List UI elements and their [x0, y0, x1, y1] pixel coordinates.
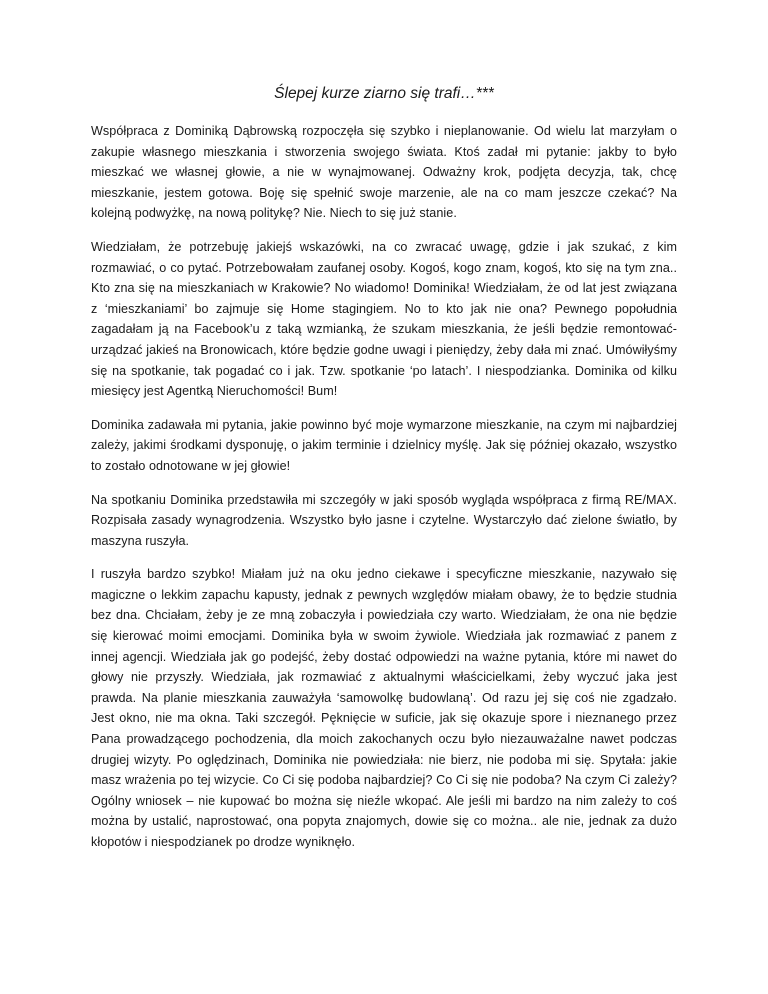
document-title: Ślepej kurze ziarno się trafi…*** — [274, 85, 494, 102]
paragraph-1: Współpraca z Dominiką Dąbrowską rozpoczęła się szybko i nieplanowanie. Od wielu lat marzyłam o zakupie własnego mieszkania i stworzenia swojego świata. Ktoś zadał mi pytanie: jakby to było mieszkać we własnej głowie, a nie w wynajmowanej. Odważny krok, podjęta decyzja, tak, chcę mieszkanie, jestem gotowa. Boję się spełnić swoje marzenie, ale na co mam jeszcze czekać? Na kolejną podwyżkę, na nową politykę? Nie. Niech to się już stanie. — [91, 124, 677, 221]
paragraph-4: Na spotkaniu Dominika przedstawiła mi szczegóły w jaki sposób wygląda współpraca z firmą RE/MAX. Rozpisała zasady wynagrodzenia. Wszystko było jasne i czytelne. Wystarczyło dać zielone światło, by maszyna ruszyła. — [91, 492, 677, 548]
paragraph-2: Wiedziałam, że potrzebuję jakiejś wskazówki, na co zwracać uwagę, gdzie i jak szukać, z kim rozmawiać, o co pytać. Potrzebowałam zaufanej osoby. Kogoś, kogo znam, kogoś, kto się na tym zna.. Kto zna się na mieszkaniach w Krakowie? No wiadomo! Dominika! Wiedziałam, że od lat jest związana z ‘mieszkaniami’ bo zajmuje się Home stagingiem. No to kto jak nie ona? Pewnego popołudnia zagadałam ją na Facebook’u z taką wzmianką, że szukam mieszkania, że jeśli będzie remontować-urządzać jakieś na Bronowicach, które będzie godne uwagi i pieniędzy, żeby dała mi znać. Umówiłyśmy się na spotkanie, tak pogadać co i jak. Tzw. spotkanie ‘po latach’. I niespodzianka. Dominika od kilku miesięcy jest Agentką Nieruchomości! Bum! — [91, 239, 677, 399]
paragraph-5: I ruszyła bardzo szybko! Miałam już na oku jedno ciekawe i specyficzne mieszkanie, nazywało się magiczne o lekkim zapachu kapusty, jednak z pewnych względów miałam obawy, że to będzie studnia bez dna. Chciałam, żeby je ze mną zobaczyła i powiedziała czy warto. Wiedziałam, że ona nie będzie się kierować moimi emocjami. Dominika była w swoim żywiole. Wiedziała jak rozmawiać z panem z innej agencji. Wiedziała jak go podejść, żeby dostać odpowiedzi na ważne pytania, które mi nawet do głowy nie przyszły. Wiedziała, jak rozmawiać z aktualnymi właścicielkami, żeby wyczuć jaka jest prawda. Na planie mieszkania zauważyła ‘samowolkę budowlaną’. Od razu jej się coś nie zgadzało. Jest okno, nie ma okna. Taki szczegół. Pęknięcie w suficie, jak się okazuje spore i nieznanego przez Pana prowadzącego pochodzenia, dla moich zakochanych oczu było niezauważalne nawet podczas drugiej wizyty. Po oględzinach, Dominika nie powiedziała: nie bierz, nie podoba mi się. Spytała: jakie masz wrażenia po tej wizycie. Co Ci się podoba najbardziej? Co Ci się nie podoba? Na czym Ci zależy? Ogólny wniosek – nie kupować bo można się nieźle wkopać. Ale jeśli mi bardzo na nim zależy to coś można by ustalić, naprostować, ona popyta znajomych, dowie się co można.. ale nie, jednak za dużo kłopotów i niespodzianek po drodze wyniknęło. — [91, 567, 677, 849]
paragraph-3: Dominika zadawała mi pytania, jakie powinno być moje wymarzone mieszkanie, na czym mi najbardziej zależy, jakimi środkami dysponuję, o jakim terminie i dzielnicy myślę. Jak się później okazało, wszystko to zostało odnotowane w jej głowie! — [91, 417, 677, 473]
